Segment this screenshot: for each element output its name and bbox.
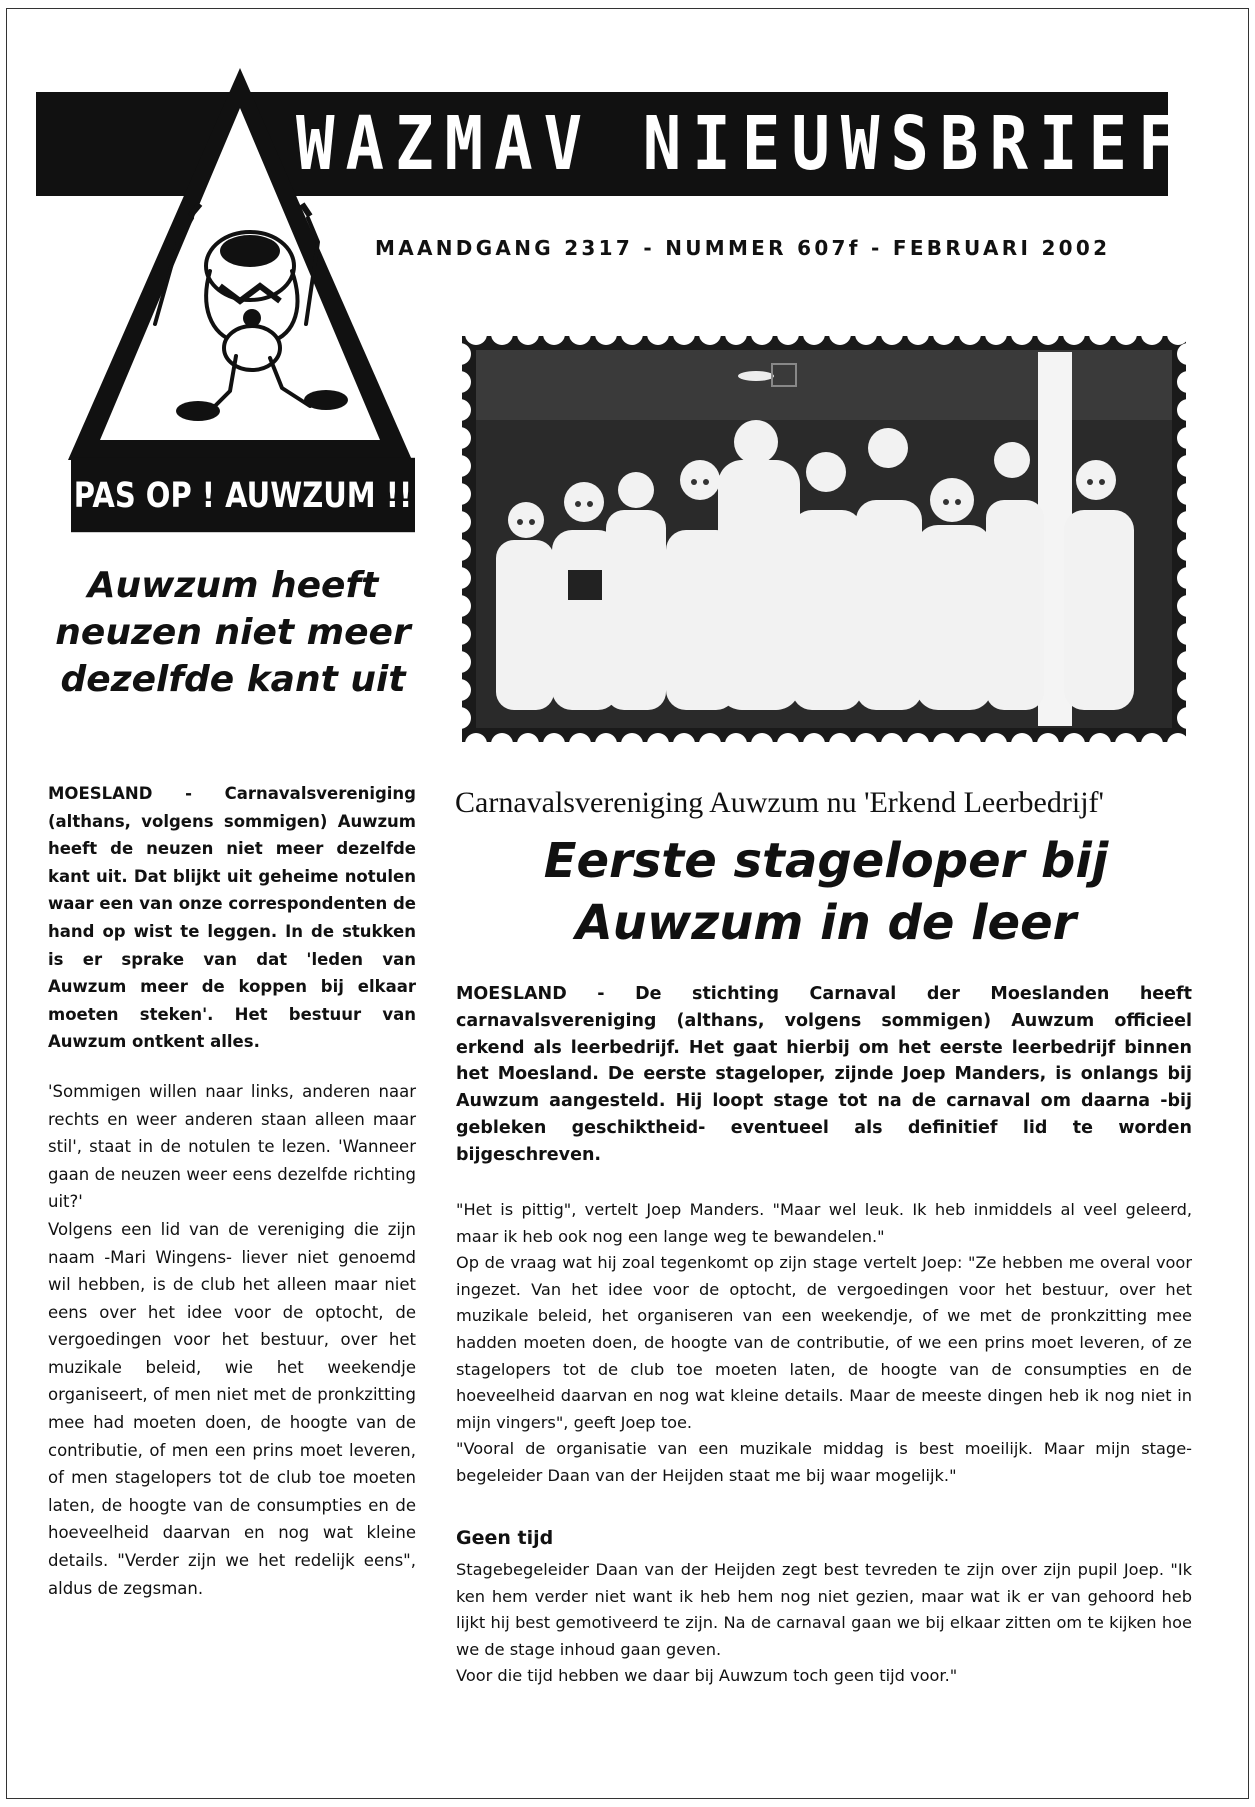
main-article-paragraph-3: "Vooral de organisatie van een muzikale middag is best moeilijk. Maar mijn stage-begeleider Daan van der Heijden staat me bij waar mogelijk.": [456, 1439, 1192, 1485]
main-article-paragraph-4: Stagebegeleider Daan van der Heijden zegt best tevreden te zijn over zijn pupil Joep. "Ik ken hem verder niet want ik heb hem nog niet gezien, maar wat ik er van gehoord heb lijkt hij best gemotiveerd te zijn. Na de carnaval gaan we bij elkaar zitten om te kijken hoe we de stage inhoud gaan geven.: [456, 1560, 1192, 1659]
logo: [60, 66, 420, 466]
left-article-paragraph-3: Volgens een lid van de vereniging die zijn naam -Mari Wingens- liever niet genoemd wil hebben, is de club het alleen maar niet eens over het idee voor de optocht, de vergoedingen voor het bestuur, over het muzikale beleid, wie het weekendje organiseert, of men niet met de pronkzitting mee had moeten doen, de hoogte van de contributie, of men een prins moet leveren, of men stagelopers tot de club toe moeten laten, de hoogte van de consumpties en de hoeveelheid daarvan en nog wat kleine details. "Verder zijn we het redelijk eens", aldus de zegsman.: [48, 1219, 416, 1598]
main-article-body: [456, 1197, 1192, 1490]
issue-line: MAANDGANG 2317 - NUMMER 607f - FEBRUARI 2002: [375, 236, 1111, 260]
left-article-paragraph-2: 'Sommigen willen naar links, anderen naar rechts en weer anderen staan alleen maar stil', staat in de notulen te lezen. 'Wanneer gaan de neuzen weer eens dezelfde richting uit?': [48, 1081, 416, 1212]
group-photo-stamp-frame: [456, 330, 1192, 748]
main-article-lead: MOESLAND - De stichting Carnaval der Moeslanden heeft carnavalsvereniging (althans, volgens sommigen) Auwzum officieel erkend als leerbedrijf. Het gaat hierbij om het eerste leerbedrijf binnen het Moesland. De eerste stageloper, zijnde Joep Manders, is onlangs bij Auwzum aangesteld. Hij loopt stage tot na de carnaval om daarna -bij gebleken geschiktheid- eventueel als definitief lid te worden bijgeschreven.: [456, 984, 1192, 1165]
main-article-subhead: Geen tijd: [456, 1527, 554, 1549]
main-article-body-continued: [456, 1557, 1192, 1690]
main-article-paragraph-5: Voor die tijd hebben we daar bij Auwzum toch geen tijd voor.": [456, 1666, 958, 1686]
warning-badge: PAS OP ! AUWZUM !!: [71, 458, 415, 532]
left-article-paragraph-1: MOESLAND - Carnavalsvereniging (althans, volgens sommigen) Auwzum heeft de neuzen niet meer dezelfde kant uit. Dat blijkt uit geheime notulen waar een van onze correspondenten de hand op wist te leggen. In de stukken is er sprake van dat 'leden van Auwzum meer de koppen bij elkaar moeten steken'. Het bestuur van Auwzum ontkent alles.: [48, 784, 416, 1052]
main-article-kicker: Carnavalsvereniging Auwzum nu 'Erkend Leerbedrijf': [455, 786, 1104, 819]
left-article-body: [48, 780, 416, 1624]
main-article-paragraph-1: "Het is pittig", vertelt Joep Manders. "Maar wel leuk. Ik heb inmiddels al veel geleerd, maar ik heb ook nog een lange weg te bewandelen.": [456, 1200, 1192, 1246]
warning-triangle-clown-icon: [60, 66, 420, 466]
newsletter-title: WAZMAV NIEUWSBRIEF: [296, 102, 1188, 188]
main-article-paragraph-2: Op de vraag wat hij zoal tegenkomt op zijn stage vertelt Joep: "Ze hebben me overal voor ingezet. Van het idee voor de optocht, de vergoedingen voor het bestuur, over het muzikale beleid, het organiseren van een weekendje, of we met de pronkzitting mee hadden moeten doen, de hoogte van de contributie, of we een prins moet leveren, of ze stagelopers tot de club toe moeten laten, de hoogte van de consumpties en de hoeveelheid daarvan en nog wat kleine details. Maar de meeste dingen heb ik nog niet in mijn vingers", geeft Joep toe.: [456, 1253, 1192, 1432]
group-photo: [456, 330, 1192, 748]
main-article-headline: Eerste stageloper bij Auwzum in de leer: [543, 833, 1109, 951]
left-article-headline: Auwzum heeft neuzen niet meer dezelfde kant uit: [55, 565, 411, 700]
